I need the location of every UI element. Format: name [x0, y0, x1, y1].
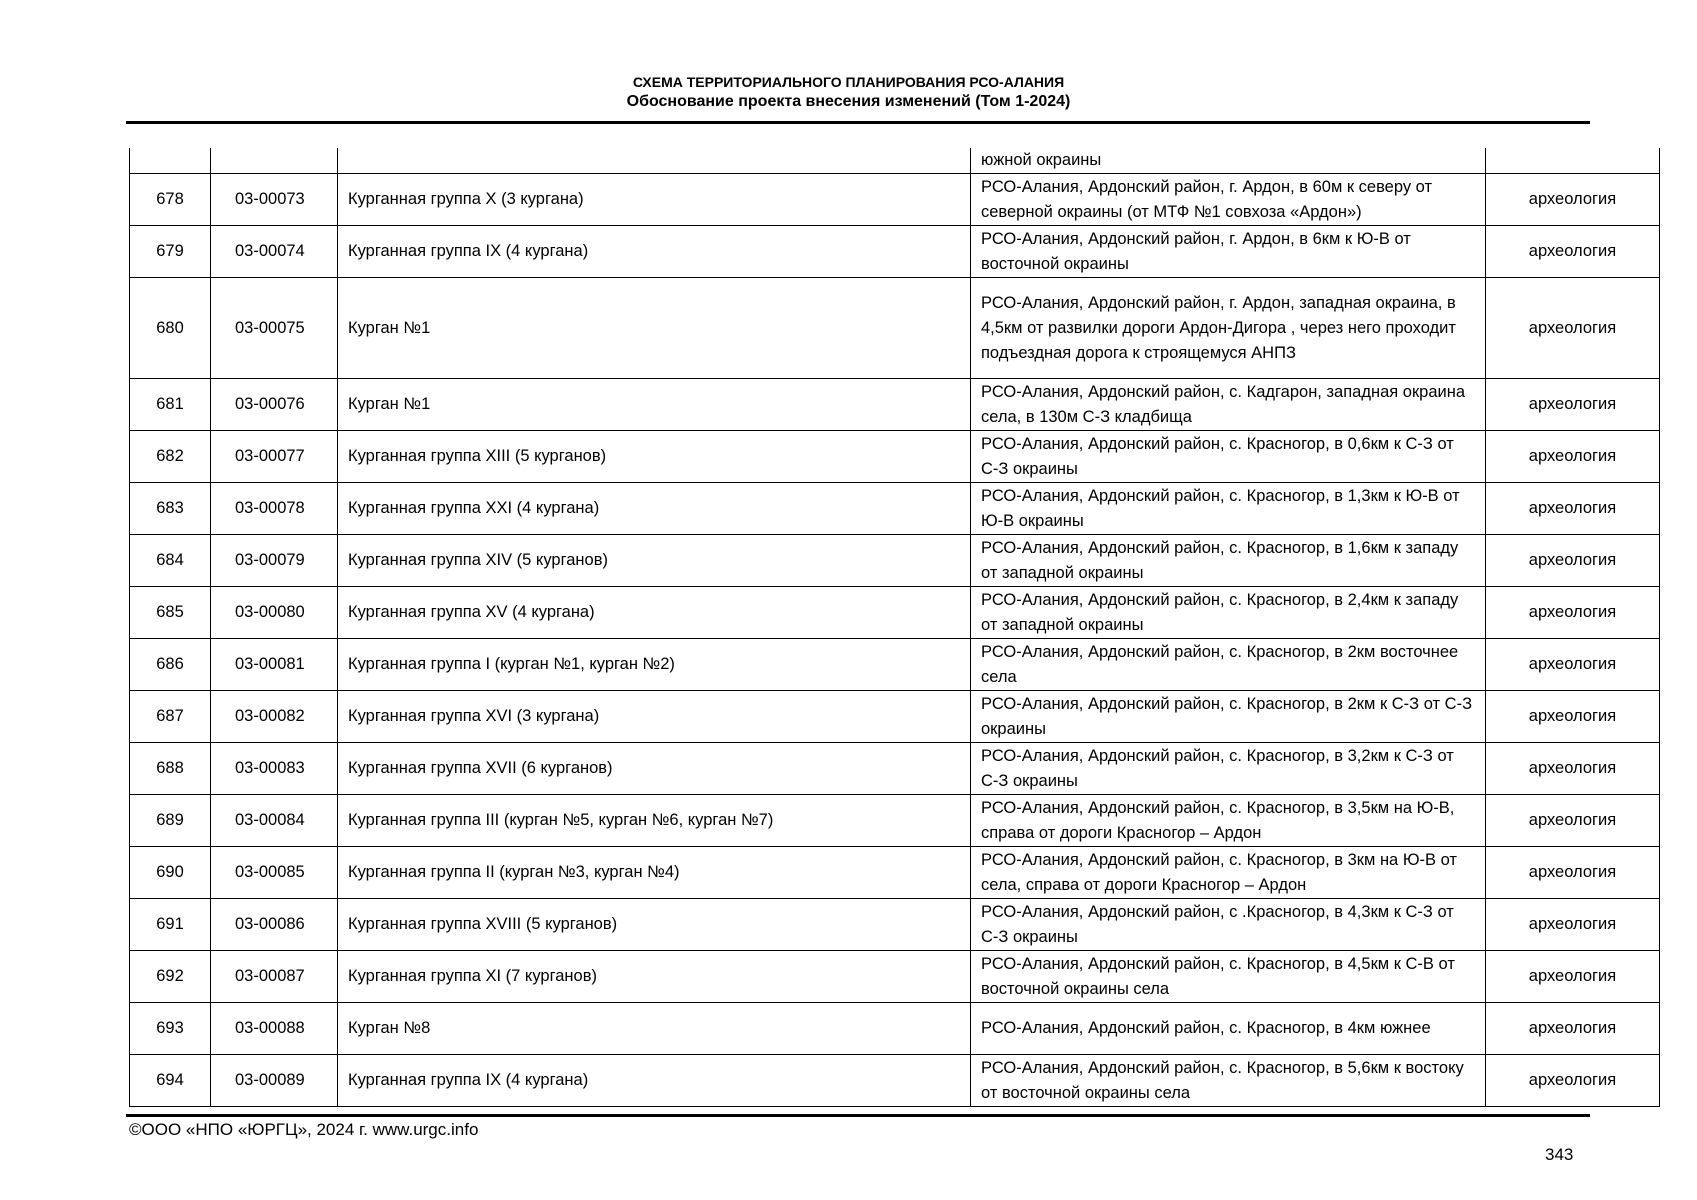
cell-location: РСО-Алания, Ардонский район, с. Красногор, в 4км южнее: [971, 1003, 1486, 1055]
cell-name: Курганная группа II (курган №3, курган №4): [338, 847, 971, 899]
cell-type: археология: [1486, 1003, 1660, 1055]
document-title: СХЕМА ТЕРРИТОРИАЛЬНОГО ПЛАНИРОВАНИЯ РСО-АЛАНИЯ: [632, 74, 1065, 90]
cell-location: РСО-Алания, Ардонский район, с. Красногор, в 3,5км на Ю-В, справа от дороги Красногор – Ардон: [971, 795, 1486, 847]
cell-name: Курганная группа IX (4 кургана): [338, 1055, 971, 1107]
cell-location: РСО-Алания, Ардонский район, г. Ардон, в 6км к Ю-В от восточной окраины: [971, 226, 1486, 278]
cell-name: Курганная группа X (3 кургана): [338, 174, 971, 226]
cell-name: Курган №1: [338, 379, 971, 431]
cell-code: 03-00081: [211, 639, 338, 691]
cell-num: 684: [130, 535, 211, 587]
cell-type: археология: [1486, 379, 1660, 431]
table-row: [130, 795, 1660, 847]
table-body: [130, 148, 1660, 1107]
cell-code: 03-00075: [211, 278, 338, 379]
cell-name: Курганная группа XXI (4 кургана): [338, 483, 971, 535]
cell-code: 03-00073: [211, 174, 338, 226]
cell-location: РСО-Алания, Ардонский район, с. Красногор, в 2,4км к западу от западной окраины: [971, 587, 1486, 639]
cell-num: 679: [130, 226, 211, 278]
cell-location: РСО-Алания, Ардонский район, г. Ардон, в 60м к северу от северной окраины (от МТФ №1 совхоза «Ардон»): [971, 174, 1486, 226]
cell-code: 03-00074: [211, 226, 338, 278]
cell-num: 693: [130, 1003, 211, 1055]
cell-code: 03-00080: [211, 587, 338, 639]
cell-code: 03-00086: [211, 899, 338, 951]
cell-type: [1486, 148, 1660, 174]
cell-location: РСО-Алания, Ардонский район, с. Красногор, в 2км к С-З от С-З окраины: [971, 691, 1486, 743]
cell-num: 682: [130, 431, 211, 483]
cell-name: Курганная группа XI (7 курганов): [338, 951, 971, 1003]
table-row: [130, 431, 1660, 483]
footer-copyright: ©ООО «НПО «ЮРГЦ», 2024 г. www.urgc.info: [129, 1120, 479, 1139]
cell-code: 03-00082: [211, 691, 338, 743]
cell-type: археология: [1486, 431, 1660, 483]
cell-code: 03-00076: [211, 379, 338, 431]
cell-num: 685: [130, 587, 211, 639]
cell-num: 692: [130, 951, 211, 1003]
cell-num: 683: [130, 483, 211, 535]
cell-location: РСО-Алания, Ардонский район, с. Кадгарон, западная окраина села, в 130м С-З кладбища: [971, 379, 1486, 431]
cell-type: археология: [1486, 951, 1660, 1003]
document-header: [0, 73, 1697, 113]
cell-name: Курганная группа III (курган №5, курган №6, курган №7): [338, 795, 971, 847]
cell-type: археология: [1486, 587, 1660, 639]
cell-location: РСО-Алания, Ардонский район, с. Красногор, в 4,5км к С-В от восточной окраины села: [971, 951, 1486, 1003]
cell-name: Курганная группа XVII (6 курганов): [338, 743, 971, 795]
cell-location: РСО-Алания, Ардонский район, с .Красногор, в 4,3км к С-З от С-З окраины: [971, 899, 1486, 951]
header-rule: [126, 121, 1590, 124]
cell-name: Курган №1: [338, 278, 971, 379]
table-row: [130, 691, 1660, 743]
continuation-row: [130, 148, 1660, 174]
cell-num: 691: [130, 899, 211, 951]
table-row: [130, 847, 1660, 899]
cell-type: археология: [1486, 483, 1660, 535]
table-row: [130, 1055, 1660, 1107]
cell-location: РСО-Алания, Ардонский район, с. Красногор, в 3км на Ю-В от села, справа от дороги Красногор – Ардон: [971, 847, 1486, 899]
cell-num: 690: [130, 847, 211, 899]
cell-num: 680: [130, 278, 211, 379]
cell-name: Курганная группа XVIII (5 курганов): [338, 899, 971, 951]
document-subtitle: Обоснование проекта внесения изменений (Том 1-2024): [626, 93, 1071, 110]
footer-rule: [126, 1114, 1590, 1117]
table-row: [130, 899, 1660, 951]
table-row: [130, 1003, 1660, 1055]
cell-code: 03-00079: [211, 535, 338, 587]
cell-name: Курганная группа IX (4 кургана): [338, 226, 971, 278]
cell-type: археология: [1486, 535, 1660, 587]
cell-location: РСО-Алания, Ардонский район, с. Красногор, в 2км восточнее села: [971, 639, 1486, 691]
cell-type: археология: [1486, 691, 1660, 743]
table-row: [130, 278, 1660, 379]
cell-type: археология: [1486, 174, 1660, 226]
cell-code: [211, 148, 338, 174]
table-row: [130, 483, 1660, 535]
cell-code: 03-00088: [211, 1003, 338, 1055]
table-row: [130, 174, 1660, 226]
cell-code: 03-00087: [211, 951, 338, 1003]
cell-type: археология: [1486, 1055, 1660, 1107]
cell-type: археология: [1486, 795, 1660, 847]
cell-num: 688: [130, 743, 211, 795]
cell-num: 687: [130, 691, 211, 743]
cell-name: Курганная группа I (курган №1, курган №2): [338, 639, 971, 691]
cell-type: археология: [1486, 278, 1660, 379]
cell-num: 678: [130, 174, 211, 226]
cell-code: 03-00089: [211, 1055, 338, 1107]
table-row: [130, 379, 1660, 431]
cell-type: археология: [1486, 226, 1660, 278]
cell-num: 694: [130, 1055, 211, 1107]
table-row: [130, 951, 1660, 1003]
cell-location: РСО-Алания, Ардонский район, с. Красногор, в 5,6км к востоку от восточной окраины села: [971, 1055, 1486, 1107]
cell-location: РСО-Алания, Ардонский район, с. Красногор, в 0,6км к С-З от С-З окраины: [971, 431, 1486, 483]
cell-location: РСО-Алания, Ардонский район, г. Ардон, западная окраина, в 4,5км от развилки дороги Ардон-Дигора , через него проходит подъездная дорога к строящемуся АНПЗ: [971, 278, 1486, 379]
table-row: [130, 639, 1660, 691]
cell-name: Курганная группа XVI (3 кургана): [338, 691, 971, 743]
cell-name: Курганная группа XIV (5 курганов): [338, 535, 971, 587]
cell-name: Курган №8: [338, 1003, 971, 1055]
table-row: [130, 743, 1660, 795]
cell-location: РСО-Алания, Ардонский район, с. Красногор, в 3,2км к С-З от С-З окраины: [971, 743, 1486, 795]
heritage-registry-table: [129, 148, 1660, 1107]
cell-location: РСО-Алания, Ардонский район, с. Красногор, в 1,6км к западу от западной окраины: [971, 535, 1486, 587]
cell-type: археология: [1486, 639, 1660, 691]
cell-code: 03-00084: [211, 795, 338, 847]
cell-location: РСО-Алания, Ардонский район, с. Красногор, в 1,3км к Ю-В от Ю-В окраины: [971, 483, 1486, 535]
cell-num: 686: [130, 639, 211, 691]
table-row: [130, 226, 1660, 278]
cell-name: Курганная группа XV (4 кургана): [338, 587, 971, 639]
cell-type: археология: [1486, 899, 1660, 951]
cell-code: 03-00085: [211, 847, 338, 899]
cell-num: [130, 148, 211, 174]
cell-num: 681: [130, 379, 211, 431]
cell-code: 03-00077: [211, 431, 338, 483]
page-number: 343: [1545, 1145, 1574, 1164]
cell-type: археология: [1486, 743, 1660, 795]
cell-location: южной окраины: [971, 148, 1486, 174]
cell-code: 03-00083: [211, 743, 338, 795]
cell-name: [338, 148, 971, 174]
cell-code: 03-00078: [211, 483, 338, 535]
table-row: [130, 535, 1660, 587]
cell-name: Курганная группа XIII (5 курганов): [338, 431, 971, 483]
cell-num: 689: [130, 795, 211, 847]
table-row: [130, 587, 1660, 639]
cell-type: археология: [1486, 847, 1660, 899]
